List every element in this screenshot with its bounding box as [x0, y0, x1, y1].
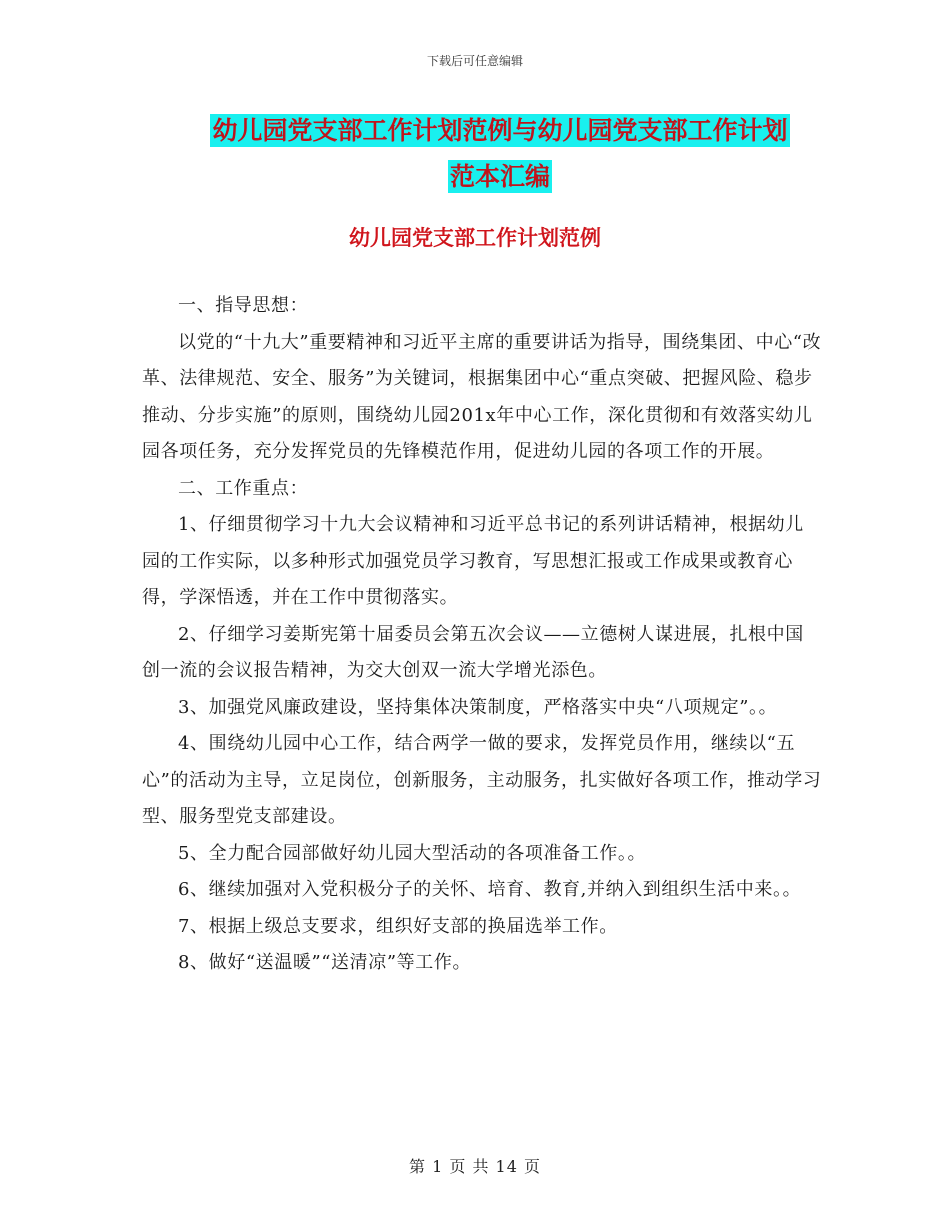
paragraph: 3、加强党风廉政建设，坚持集体决策制度，严格落实中央“八项规定”。。	[178, 696, 778, 718]
paragraph: 7、根据上级总支要求，组织好支部的换届选举工作。	[178, 915, 618, 937]
page-number: 第 1 页 共 14 页	[409, 1157, 541, 1176]
paragraph: 4、围绕幼儿园中心工作，结合两学一做的要求，发挥党员作用，继续以“五心”的活动为主导，立足岗位，创新服务，主动服务，扎实做好各项工作，推动学习型、服务型党支部建设。	[142, 733, 822, 827]
document-body	[142, 288, 822, 982]
section-title: 幼儿园党支部工作计划范例	[349, 225, 601, 250]
paragraph: 以党的“十九大”重要精神和习近平主席的重要讲话为指导，围绕集团、中心“改革、法律规范、安全、服务”为关键词，根据集团中心“重点突破、把握风险、稳步推动、分步实施”的原则，围绕幼儿园201x年中心工作，深化贯彻和有效落实幼儿园各项任务，充分发挥党员的先锋模范作用，促进幼儿园的各项工作的开展。	[142, 331, 822, 462]
document-title	[140, 108, 860, 200]
document-title-line1: 幼儿园党支部工作计划范例与幼儿园党支部工作计划	[212, 116, 788, 145]
paragraph: 二、工作重点：	[178, 477, 309, 499]
header-note: 下载后可任意编辑	[426, 54, 523, 68]
paragraph: 6、继续加强对入党积极分子的关怀、培育、教育,并纳入到组织生活中来。。	[178, 879, 802, 900]
document-title-line2: 范本汇编	[449, 162, 550, 191]
paragraph: 2、仔细学习姜斯宪第十届委员会第五次会议——立德树人谋进展，扎根中国创一流的会议报告精神，为交大创双一流大学增光添色。	[142, 623, 804, 681]
paragraph: 5、全力配合园部做好幼儿园大型活动的各项准备工作。。	[178, 842, 647, 864]
paragraph: 1、仔细贯彻学习十九大会议精神和习近平总书记的系列讲话精神，根据幼儿园的工作实际，以多种形式加强党员学习教育，写思想汇报或工作成果或教育心得，学深悟透，并在工作中贯彻落实。	[142, 514, 804, 608]
paragraph: 8、做好“送温暖”“送清凉”等工作。	[178, 952, 472, 973]
paragraph: 一、指导思想：	[178, 295, 309, 316]
